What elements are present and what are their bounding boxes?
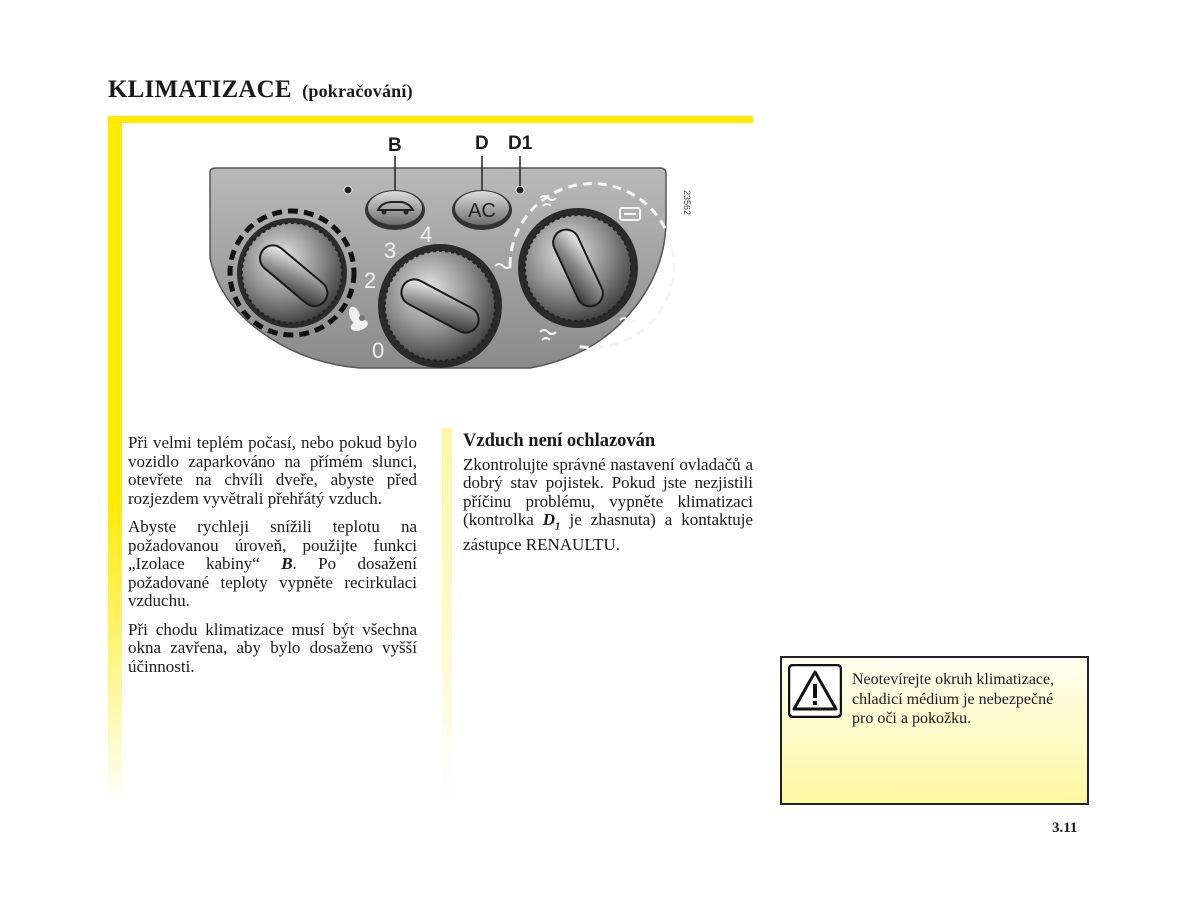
warning-text: Neotevírejte okruh klimatizace, chladicí médium je nebezpečné pro oči a pokožku. [852,671,1055,727]
right-text-column [463,432,753,564]
left-paragraph-3: Při chodu klimatizace musí být všechna okna zavřena, aby bylo dosaženo vyšší účinnosti. [128,619,417,676]
warning-triangle-icon [788,664,842,718]
air-distribution-knob [518,208,638,328]
right-paragraph: Zkontrolujte správné nastavení ovladačů a dobrý stav pojistek. Pokud jste nezjistili příčinu problému, vypněte klimatizaci (kontrolka $D_1$ je zhasnuta) a kontaktuje zástupce RENAULTU. [463,454,753,554]
left-paragraph-2: Abyste rychleji snížili teplotu na požadovanou úroveň, použijte funkci „Izolace kabiny“ B. Po dosažení požadované teploty vypněte recirkulaci vzduchu. [128,517,417,610]
yellow-middle-rule [442,428,452,808]
ac-label: AC [468,200,496,222]
image-code: 23562 [682,190,692,216]
fan-level-2: 2 [364,268,377,293]
left-paragraph-1: Při velmi teplém počasí, nebo pokud bylo vozidlo zaparkováno na přímém slunci, otevřete na chvíli dveře, abyste před rozjezdem vyvětrali přehřátý vzduch. [128,433,417,508]
warning-box [780,656,1089,805]
climate-panel-illustration [200,128,700,398]
yellow-top-rule [108,116,753,123]
yellow-left-rule [108,116,122,806]
page-title [108,76,413,104]
fan-speed-knob [378,244,502,368]
d1-indicator [516,186,524,194]
left-knob [237,218,347,328]
fan-level-0: 0 [372,338,385,363]
page-number: 3.11 [1052,820,1078,836]
fan-level-3: 3 [384,238,397,263]
title-main: KLIMATIZACE [108,76,292,103]
climate-panel-figure [200,128,700,398]
label-b: B [388,135,402,156]
label-d1: D1 [508,133,533,154]
label-d: D [475,133,489,154]
right-heading: Vzduch není ochlazován [463,431,656,451]
title-subtitle: (pokračování) [302,81,413,101]
left-text-column [128,434,417,686]
fan-level-4: 4 [420,222,433,247]
